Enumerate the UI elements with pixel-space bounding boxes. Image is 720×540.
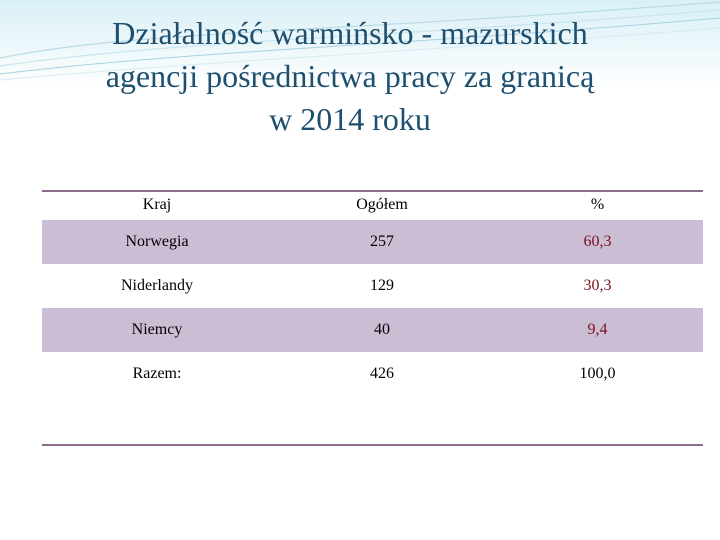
table-row (42, 220, 703, 264)
header-row (42, 192, 703, 220)
slide-title: Działalność warmińsko - mazurskich agencji pośrednictwa pracy za granicą w 2014 roku (105, 15, 595, 137)
cell-country: Norwegia (42, 220, 272, 264)
cell-percent: 30,3 (583, 277, 612, 294)
table-row (42, 308, 703, 352)
table-row (42, 264, 703, 308)
header-country: Kraj (142, 196, 172, 213)
table-bottom-rule (42, 444, 703, 446)
cell-percent: 100,0 (579, 365, 616, 382)
cell-percent: 60,3 (492, 220, 703, 264)
data-table (42, 190, 703, 396)
table-row-total (42, 352, 703, 396)
cell-total: 40 (272, 308, 492, 352)
cell-total: 426 (370, 365, 394, 382)
header-total: Ogółem (356, 196, 408, 213)
cell-country: Niemcy (42, 308, 272, 352)
cell-percent: 9,4 (492, 308, 703, 352)
cell-total: 129 (370, 277, 394, 294)
cell-country: Razem: (132, 365, 182, 382)
cell-country: Niderlandy (121, 277, 193, 294)
header-percent: % (590, 196, 605, 213)
cell-total: 257 (272, 220, 492, 264)
